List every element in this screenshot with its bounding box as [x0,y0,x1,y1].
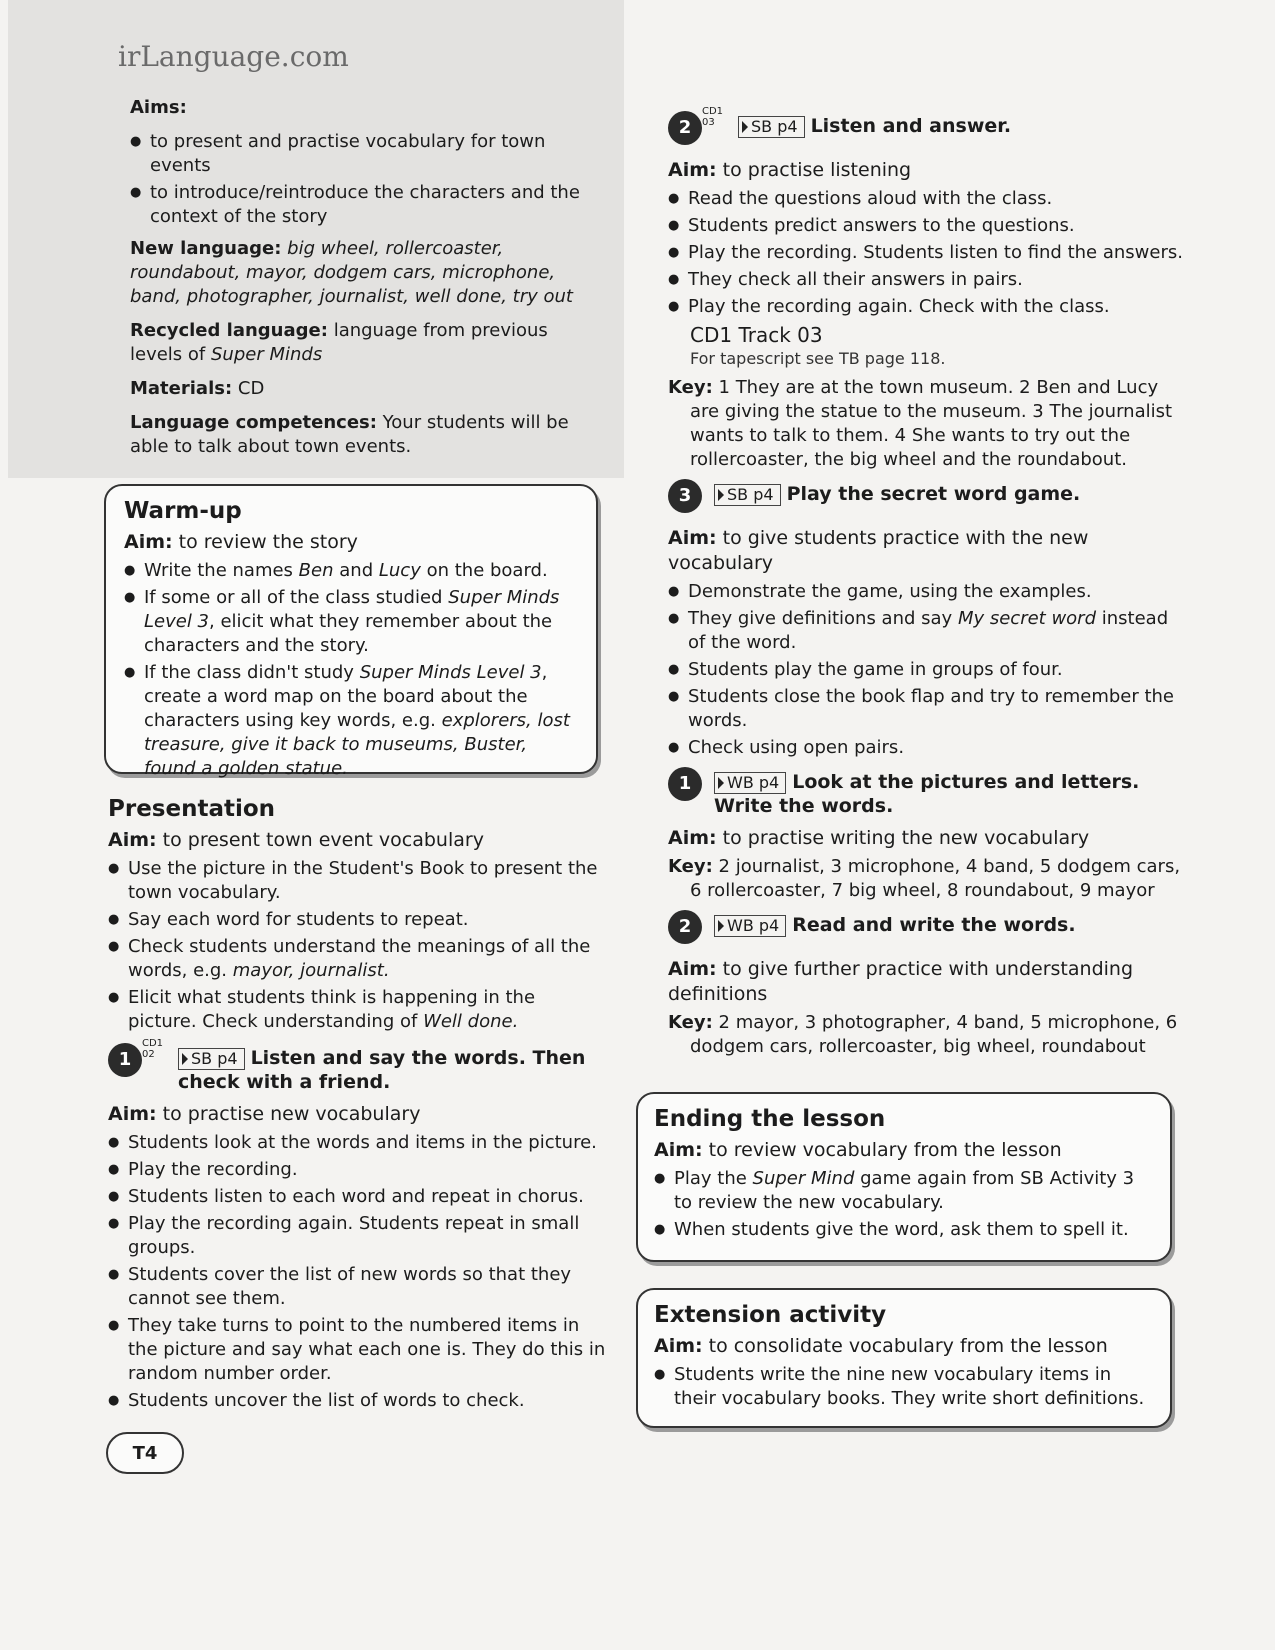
activity-title: Listen and answer. [810,115,1012,137]
aims-heading: Aims: [130,97,187,118]
page-number: T4 [106,1432,184,1474]
list-item: ● When students give the word, ask them to spell it. [654,1218,1154,1242]
list-item: ● Check using open pairs. [668,736,1188,760]
list-item: ● Students cover the list of new words so that they cannot see them. [108,1263,608,1311]
list-item: ● Students uncover the list of words to check. [108,1389,608,1413]
activity-number-badge: 1 [108,1043,142,1077]
warmup-box [104,484,598,779]
activity-2-aim: Aim: to practise listening [668,159,912,181]
right-column [668,106,1188,1069]
list-item: ● Demonstrate the game, using the examples. [668,580,1188,604]
list-item: ● Say each word for students to repeat. [108,908,608,932]
book-reference: WB p4 [714,772,786,794]
book-reference: SB p4 [714,484,781,506]
activity-1-list [108,1131,608,1413]
activity-title: Look at the pictures and letters. Write the words. [714,771,1140,817]
list-item: ● to present and practise vocabulary for town events [130,130,600,178]
activity-title: Play the secret word game. [786,483,1081,505]
extension-box [636,1288,1172,1428]
list-item: ● They take turns to point to the numbered items in the picture and say what each one is. They do this in random number order. [108,1314,608,1386]
activity-title: Listen and say the words. Then check with a friend. [178,1047,586,1093]
presentation-title: Presentation [108,796,276,822]
aims-list [130,130,600,229]
presentation-list [108,857,608,1034]
activity-2-list [668,187,1188,319]
list-item: ● Students listen to each word and repeat in chorus. [108,1185,608,1209]
warmup-list [124,559,578,781]
cd-label: CD1 02 [142,1038,164,1060]
activity-number-badge: 2 [668,111,702,145]
list-item: ● Write the names Ben and Lucy on the board. [124,559,578,583]
list-item: ● Check students understand the meanings of all the words, e.g. mayor, journalist. [108,935,608,983]
activity-1-header [108,1038,608,1094]
list-item: ● Students play the game in groups of four. [668,658,1188,682]
wb-activity-1-key: Key: 2 journalist, 3 microphone, 4 band, 5 dodgem cars, 6 rollercoaster, 7 big wheel, 8 roundabout, 9 mayor [668,856,1181,901]
warmup-aim: Aim: to review the story [124,531,358,553]
activity-3-list [668,580,1188,760]
list-item: ● Elicit what students think is happening in the picture. Check understanding of Well done. [108,986,608,1034]
cd-label: CD1 03 [702,106,724,128]
list-item: ● Play the recording again. Check with the class. [668,295,1188,319]
list-item: ● Play the recording. Students listen to find the answers. [668,241,1188,265]
wb-activity-2-key: Key: 2 mayor, 3 photographer, 4 band, 5 microphone, 6 dodgem cars, rollercoaster, big wheel, roundabout [668,1012,1178,1057]
warmup-title: Warm-up [124,498,242,524]
list-item: ● Students close the book flap and try to remember the words. [668,685,1188,733]
activity-number-badge: 2 [668,910,702,944]
presentation-aim: Aim: to present town event vocabulary [108,829,484,851]
activity-2-key: Key: 1 They are at the town museum. 2 Ben and Lucy are giving the statue to the museum. 3 The journalist wants to talk to them. 4 She wants to try out the rollercoaster, the big wheel and the roundabout. [668,377,1173,470]
book-reference: SB p4 [178,1048,245,1070]
recycled-language: Recycled language: language from previous levels of Super Minds [130,320,548,365]
extension-aim: Aim: to consolidate vocabulary from the lesson [654,1335,1108,1357]
list-item: ● to introduce/reintroduce the characters and the context of the story [130,181,600,229]
presentation-section [108,796,608,1416]
language-competences: Language competences: Your students will be able to talk about town events. [130,412,569,457]
list-item: ● Play the recording again. Students repeat in small groups. [108,1212,608,1260]
wb-activity-1-aim: Aim: to practise writing the new vocabulary [668,827,1090,849]
list-item: ● Students look at the words and items in the picture. [108,1131,608,1155]
activity-title: Read and write the words. [792,914,1076,936]
list-item: ● Students write the nine new vocabulary items in their vocabulary books. They write short definitions. [654,1363,1154,1411]
list-item: ● Read the questions aloud with the class. [668,187,1188,211]
list-item: ● They give definitions and say My secret word instead of the word. [668,607,1188,655]
activity-2-header [668,106,1188,150]
book-reference: WB p4 [714,915,786,937]
tapescript-note: For tapescript see TB page 118. [690,349,946,368]
wb-activity-1-header [668,770,1188,818]
track-label: CD1 Track 03 [690,323,823,347]
list-item: ● If the class didn't study Super Minds Level 3, create a word map on the board about the characters using key words, e.g. explorers, lost treasure, give it back to museums, Buster, found a golden statue. [124,661,578,781]
aims-section [130,96,600,469]
wb-activity-2-aim: Aim: to give further practice with understanding definitions [668,958,1134,1005]
ending-aim: Aim: to review vocabulary from the lesson [654,1139,1062,1161]
activity-3-aim: Aim: to give students practice with the new vocabulary [668,527,1089,574]
ending-box [636,1092,1172,1262]
list-item: ● If some or all of the class studied Super Minds Level 3, elicit what they remember about the characters and the story. [124,586,578,658]
list-item: ● Students predict answers to the questions. [668,214,1188,238]
list-item: ● Play the Super Mind game again from SB Activity 3 to review the new vocabulary. [654,1167,1154,1215]
list-item: ● They check all their answers in pairs. [668,268,1188,292]
activity-1-aim: Aim: to practise new vocabulary [108,1103,421,1125]
new-language: New language: big wheel, rollercoaster, roundabout, mayor, dodgem cars, microphone, band, photographer, journalist, well done, try out [130,238,573,307]
extension-list [654,1363,1154,1411]
activity-number-badge: 3 [668,479,702,513]
activity-number-badge: 1 [668,767,702,801]
activity-3-header [668,482,1188,518]
book-reference: SB p4 [738,116,805,138]
extension-title: Extension activity [654,1302,887,1328]
materials: Materials: CD [130,378,265,399]
list-item: ● Play the recording. [108,1158,608,1182]
watermark: irLanguage.com [118,40,349,73]
wb-activity-2-header [668,913,1188,949]
ending-list [654,1167,1154,1242]
list-item: ● Use the picture in the Student's Book to present the town vocabulary. [108,857,608,905]
ending-title: Ending the lesson [654,1106,886,1132]
